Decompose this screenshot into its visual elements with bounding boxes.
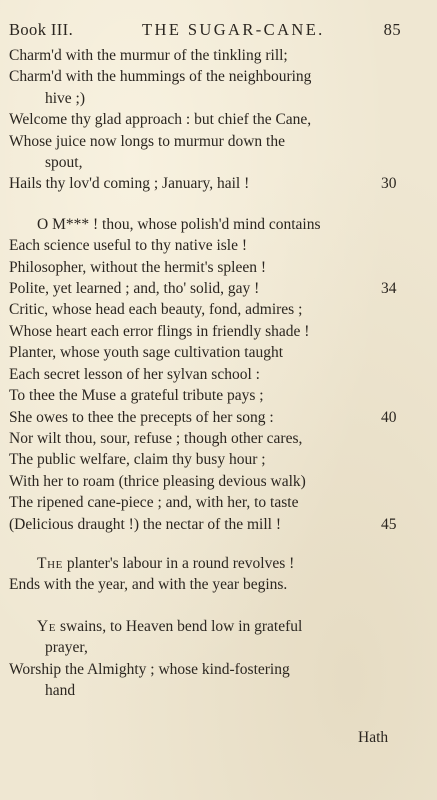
verse-line: To thee the Muse a grateful tribute pays ; <box>9 387 264 405</box>
page-number: 85 <box>383 20 401 39</box>
verse-line: Whose juice now longs to murmur down the <box>9 132 285 150</box>
verse-line: (Delicious draught !) the nectar of the mill ! 45 <box>9 514 407 535</box>
catchword: Hath <box>358 729 389 746</box>
verse-line: Ye swains, to Heaven bend low in grateful <box>37 617 303 635</box>
verse-line: The public welfare, claim thy busy hour ; <box>9 451 266 469</box>
line-number: 34 <box>381 280 397 298</box>
verse-line: The ripened cane-piece ; and, with her, to taste <box>9 494 299 512</box>
verse-line: O M*** ! thou, whose polish'd mind contains <box>37 215 321 233</box>
verse-line: Philosopher, without the hermit's spleen ! <box>9 258 267 276</box>
running-title: THE SUGAR-CANE. <box>142 20 325 39</box>
stanza-3 <box>9 553 407 596</box>
verse-line: Welcome thy glad approach : but chief the Cane, <box>9 111 312 129</box>
verse-line-continuation: prayer, <box>45 639 88 657</box>
verse-line: Each science useful to thy native isle ! <box>9 237 248 255</box>
verse-line: The planter's labour in a round revolves ! <box>37 554 295 572</box>
verse-line: Worship the Almighty ; whose kind-fostering <box>9 660 290 678</box>
verse-line: Whose heart each error flings in friendly shade ! <box>9 322 310 340</box>
verse-line-continuation: hand <box>45 681 76 699</box>
verse-line: Ends with the year, and with the year begins. <box>9 576 288 594</box>
book-number: Book III. <box>9 20 74 39</box>
stanza-4 <box>9 616 407 702</box>
verse-line: She owes to thee the precepts of her song : 40 <box>9 407 407 428</box>
stanza-2 <box>9 214 407 535</box>
stanza-lead-word: The <box>37 554 63 572</box>
line-number: 30 <box>381 175 397 193</box>
verse-line: Nor wilt thou, sour, refuse ; though other cares, <box>9 429 303 447</box>
line-number: 40 <box>381 408 397 426</box>
verse-line: Charm'd with the murmur of the tinkling rill; <box>9 47 288 64</box>
verse-line: Planter, whose youth sage cultivation taught <box>9 344 284 362</box>
verse-line: With her to roam (thrice pleasing devious walk) <box>9 472 306 490</box>
stanza-lead-word: Ye <box>37 617 57 635</box>
stanza-1 <box>9 45 407 195</box>
verse-line-continuation: hive ;) <box>45 89 86 107</box>
verse-line: Critic, whose head each beauty, fond, admires ; <box>9 301 303 319</box>
page-header <box>9 20 407 45</box>
verse-line: Polite, yet learned ; and, tho' solid, gay ! 34 <box>9 278 407 299</box>
verse-line: Hails thy lov'd coming ; January, hail ! 30 <box>9 173 407 194</box>
verse-line: Charm'd with the hummings of the neighbouring <box>9 68 312 86</box>
verse-line-continuation: spout, <box>45 154 83 172</box>
verse-line: Each secret lesson of her sylvan school : <box>9 365 260 383</box>
line-number: 45 <box>381 515 397 533</box>
